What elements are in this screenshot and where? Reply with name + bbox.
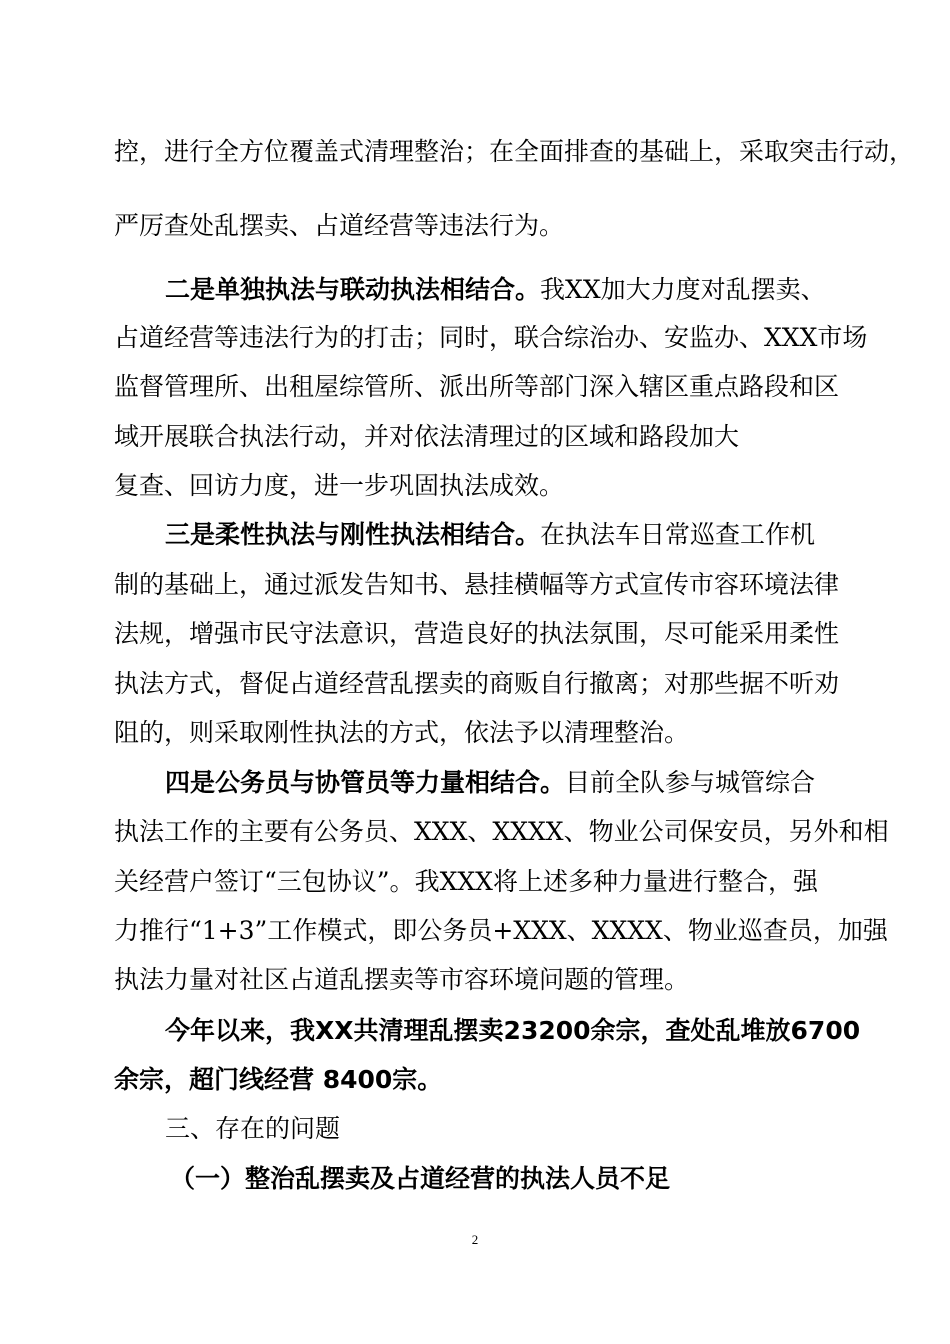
paragraph-line: 控，进行全方位覆盖式清理整治；在全面排查的基础上，采取突击行动， <box>114 137 915 166</box>
point-text: 在执法车日常巡查工作机 <box>540 520 816 549</box>
point-text: 我XX加大力度对乱摆卖、 <box>540 275 826 304</box>
section-heading: 三、存在的问题 <box>165 1114 341 1143</box>
point-heading: 四是公务员与协管员等力量相结合。 <box>165 768 566 797</box>
paragraph-line <box>165 275 826 305</box>
summary-line: 余宗，超门线经营 8400宗。 <box>114 1065 443 1094</box>
paragraph-line <box>165 520 815 550</box>
paragraph-line: 复查、回访力度，进一步巩固执法成效。 <box>114 471 565 500</box>
page-number: 2 <box>471 1232 479 1247</box>
paragraph-line: 法规，增强市民守法意识，营造良好的执法氛围，尽可能采用柔性 <box>114 619 840 648</box>
point-heading: 三是柔性执法与刚性执法相结合。 <box>165 520 541 549</box>
paragraph-line: 力推行“1+3”工作模式，即公务员+XXX、XXXX、物业巡查员，加强 <box>114 916 888 945</box>
paragraph-line <box>165 768 815 798</box>
paragraph-line: 监督管理所、出租屋综管所、派出所等部门深入辖区重点路段和区 <box>114 372 840 401</box>
paragraph-line: 严厉查处乱摆卖、占道经营等违法行为。 <box>114 211 565 240</box>
point-text: 目前全队参与城管综合 <box>565 768 816 797</box>
paragraph-line: 执法力量对社区占道乱摆卖等市容环境问题的管理。 <box>114 965 690 994</box>
point-heading: 二是单独执法与联动执法相结合。 <box>165 275 541 304</box>
paragraph-line: 阻的，则采取刚性执法的方式，依法予以清理整治。 <box>114 718 690 747</box>
paragraph-line: 关经营户签订“三包协议”。我XXX将上述多种力量进行整合，强 <box>114 867 818 896</box>
summary-line: 今年以来，我XX共清理乱摆卖23200余宗，查处乱堆放6700 <box>165 1016 861 1045</box>
paragraph-line: 制的基础上，通过派发告知书、悬挂横幅等方式宣传市容环境法律 <box>114 570 840 599</box>
paragraph-line: 域开展联合执法行动，并对依法清理过的区域和路段加大 <box>114 422 740 451</box>
paragraph-line: 执法工作的主要有公务员、XXX、XXXX、物业公司保安员，另外和相 <box>114 817 889 846</box>
paragraph-line: 占道经营等违法行为的打击；同时，联合综治办、安监办、XXX市场 <box>114 323 868 352</box>
subsection-heading: （一）整治乱摆卖及占道经营的执法人员不足 <box>170 1164 671 1193</box>
paragraph-line: 执法方式，督促占道经营乱摆卖的商贩自行撤离；对那些据不听劝 <box>114 669 840 698</box>
